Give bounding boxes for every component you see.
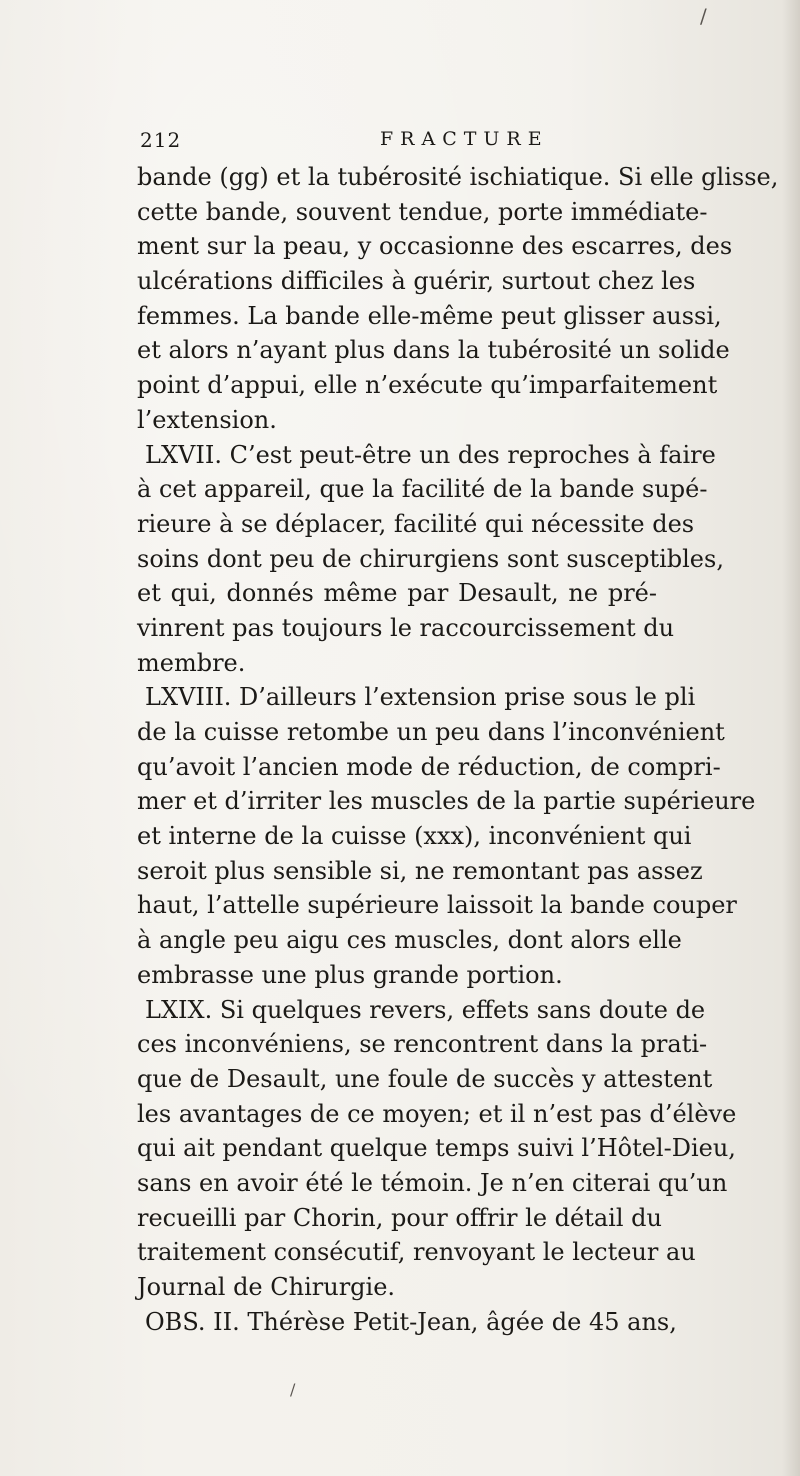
text-line: point d’appui, elle n’exécute qu’imparfaitement (137, 371, 718, 400)
text-line: de la cuisse retombe un peu dans l’inconvénient (137, 718, 725, 746)
text-line: à cet appareil, que la facilité de la bande supé- (137, 475, 708, 504)
paragraph-lxvii-start: LXVII. C’est peut-être un des reproches à faire (145, 440, 716, 469)
text-line: et alors n’ayant plus dans la tubérosité un solide (137, 336, 730, 365)
text-line: soins dont peu de chirurgiens sont susceptibles, (137, 544, 724, 573)
text-line: recueilli par Chorin, pour offrir le détail du (137, 1203, 662, 1232)
text-line: haut, l’attelle supérieure laissoit la bande couper (137, 891, 737, 920)
text-line: mer et d’irriter les muscles de la partie supérieure (137, 787, 756, 816)
stray-pen-mark: / (290, 1380, 296, 1399)
text-line: traitement consécutif, renvoyant le lecteur au (137, 1238, 696, 1267)
text-line: seroit plus sensible si, ne remontant pas assez (137, 856, 703, 885)
text-line: l’extension. (137, 405, 277, 434)
text-line: Journal de Chirurgie. (137, 1273, 396, 1301)
text-line: qui ait pendant quelque temps suivi l’Hôtel-Dieu, (137, 1134, 736, 1163)
text-line: ces inconvéniens, se rencontrent dans la prati- (137, 1030, 708, 1059)
text-line: sans en avoir été le témoin. Je n’en citerai qu’un (137, 1168, 728, 1197)
text-line: et interne de la cuisse (xxx), inconvénient qui (137, 822, 692, 851)
text-line: membre. (137, 648, 246, 677)
paragraph-lxviii-start: LXVIII. D’ailleurs l’extension prise sous le pli (145, 683, 696, 712)
text-line: et qui, donnés même par Desault, ne pré- (137, 579, 657, 608)
text-line: vinrent pas toujours le raccourcissement du (137, 613, 675, 642)
text-line: ment sur la peau, y occasionne des escarres, des (137, 232, 733, 261)
text-line: les avantages de ce moyen; et il n’est pas d’élève (137, 1099, 737, 1128)
body-text (137, 160, 779, 1339)
text-line: à angle peu aigu ces muscles, dont alors elle (137, 926, 682, 955)
page-edge-shadow (782, 0, 800, 1476)
text-line: rieure à se déplacer, facilité qui nécessite des (137, 509, 695, 538)
stray-pen-mark: / (700, 4, 707, 28)
page-number: 212 (140, 128, 182, 152)
running-head: FRACTURE (380, 128, 549, 150)
text-line: que de Desault, une foule de succès y attestent (137, 1064, 713, 1093)
text-line: bande (gg) et la tubérosité ischiatique. Si elle glisse, (137, 163, 779, 191)
observation-heading-line: OBS. II. Thérèse Petit-Jean, âgée de 45 ans, (145, 1307, 677, 1336)
text-line: qu’avoit l’ancien mode de réduction, de compri- (137, 752, 721, 781)
text-line: ulcérations difficiles à guérir, surtout chez les (137, 267, 696, 296)
paragraph-lxix-start: LXIX. Si quelques revers, effets sans doute de (145, 995, 706, 1024)
text-line: embrasse une plus grande portion. (137, 960, 563, 989)
text-line: cette bande, souvent tendue, porte immédiate- (137, 197, 708, 226)
text-line: femmes. La bande elle-même peut glisser aussi, (137, 301, 722, 330)
page-header (140, 128, 670, 158)
